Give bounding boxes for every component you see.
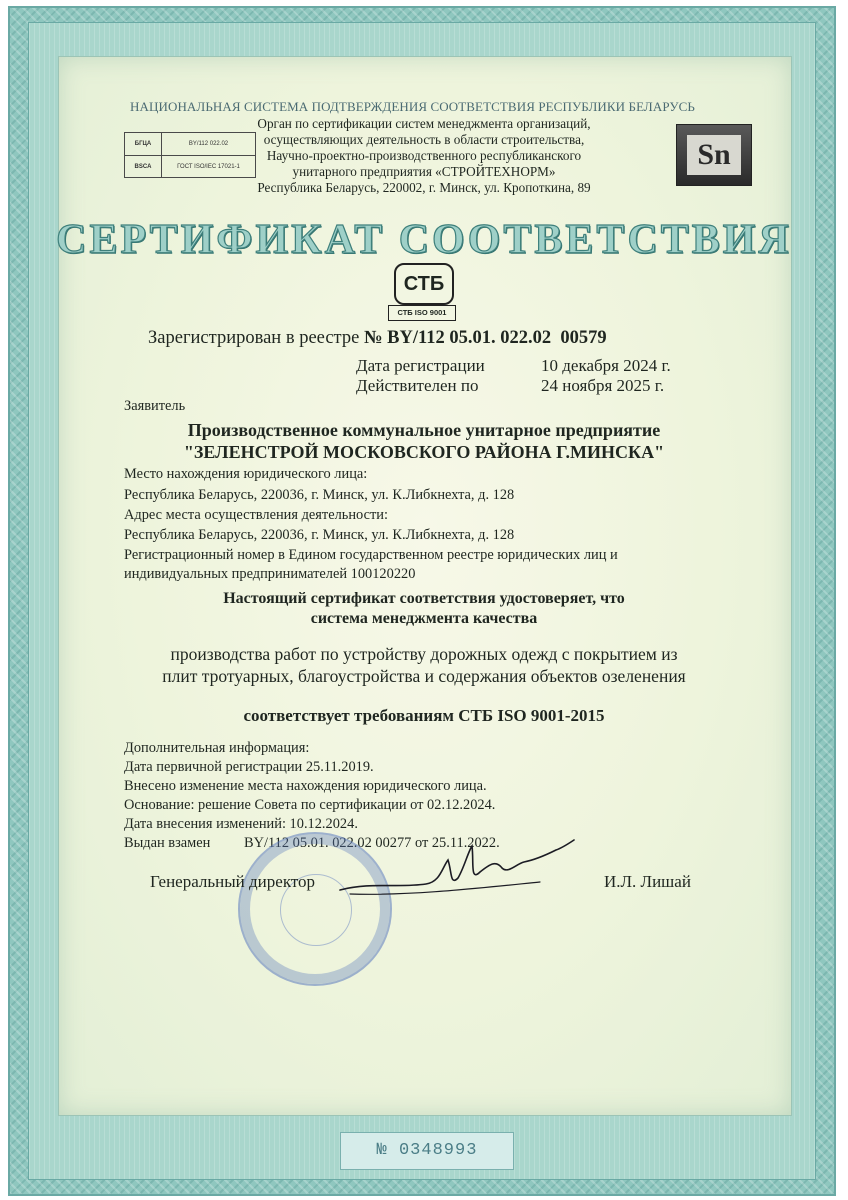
signatory-name: И.Л. Лишай (604, 872, 691, 891)
issued-instead-value: BY/112 05.01. 022.02 00277 от 25.11.2022. (244, 835, 500, 851)
reg-number-text: индивидуальных предпринимателей 100120220 (124, 566, 416, 582)
certificate-serial-number: № 0348993 (340, 1132, 514, 1170)
statement-text: система менеджмента качества (310, 610, 538, 627)
stb-iso-logo (388, 263, 456, 319)
certification-body-logo-mark: Sn (687, 135, 741, 175)
org-line: осуществляющих деятельность в области строительства, (263, 132, 585, 147)
applicant-label: Заявитель (124, 398, 186, 414)
accreditation-mark-label: BSCA (125, 155, 162, 178)
accreditation-mark-label: БГЦА (125, 133, 162, 155)
certificate-paper (58, 56, 792, 1116)
system-title: НАЦИОНАЛЬНАЯ СИСТЕМА ПОДТВЕРЖДЕНИЯ СООТВЕТСТВИЯ РЕСПУБЛИКИ БЕЛАРУСЬ (130, 99, 695, 114)
additional-info-line: Дополнительная информация: (124, 740, 310, 756)
statement-text: Настоящий сертификат соответствия удостоверяет, что (223, 590, 625, 607)
issued-instead-label: Выдан взамен (124, 835, 211, 851)
certificate-title: СЕРТИФИКАТ СООТВЕТСТВИЯ (56, 217, 792, 263)
additional-info-line: Внесено изменение места нахождения юридического лица. (124, 778, 487, 794)
additional-info-line: Дата первичной регистрации 25.11.2019. (124, 759, 374, 775)
location-label: Место нахождения юридического лица: (124, 466, 368, 482)
conformity-statement: соответствует требованиям СТБ ISO 9001-2015 (243, 706, 605, 725)
scope-text: плит тротуарных, благоустройства и содержания объектов озеленения (162, 666, 686, 686)
registry-line (148, 328, 607, 349)
additional-info-line: Дата внесения изменений: 10.12.2024. (124, 816, 358, 832)
registry-number: № BY/112 05.01. 022.02 00579 (363, 328, 607, 348)
org-line: Орган по сертификации систем менеджмента организаций, (257, 116, 591, 131)
registration-date-label: Дата регистрации (356, 356, 485, 375)
location-value: Республика Беларусь, 220036, г. Минск, ул. К.Либкнехта, д. 128 (124, 487, 515, 503)
applicant-name: Производственное коммунальное унитарное предприятие (187, 420, 661, 440)
org-line: Научно-проектно-производственного республиканского (266, 148, 582, 163)
accreditation-mark-number: BY/112 022.02 (188, 141, 229, 147)
accreditation-mark-standard: ГОСТ ISO/IEC 17021-1 (162, 155, 255, 178)
registered-label: Зарегистрирован в реестре (148, 328, 360, 348)
additional-info-line: Основание: решение Совета по сертификации от 02.12.2024. (124, 797, 496, 813)
stb-logo-caption: СТБ ISO 9001 (388, 305, 456, 321)
activity-address-label: Адрес места осуществления деятельности: (124, 507, 388, 523)
org-line: Республика Беларусь, 220002, г. Минск, ул. Кропоткина, 89 (257, 180, 591, 195)
activity-address-value: Республика Беларусь, 220036, г. Минск, ул. К.Либкнехта, д. 128 (124, 527, 515, 543)
accreditation-mark (124, 132, 256, 178)
registration-date: 10 декабря 2024 г. (541, 356, 671, 375)
valid-until-date: 24 ноября 2025 г. (541, 376, 665, 395)
org-line: унитарного предприятия «СТРОЙТЕХНОРМ» (292, 164, 556, 179)
director-signature (330, 838, 590, 908)
stb-emblem: СТБ (394, 263, 454, 305)
signatory-position: Генеральный директор (150, 872, 316, 891)
reg-number-text: Регистрационный номер в Едином государственном реестре юридических лиц и (124, 547, 618, 563)
applicant-name: "ЗЕЛЕНСТРОЙ МОСКОВСКОГО РАЙОНА Г.МИНСКА" (183, 442, 665, 462)
scope-text: производства работ по устройству дорожных одежд с покрытием из (170, 644, 678, 664)
valid-until-label: Действителен по (356, 376, 479, 395)
certification-body-logo (676, 124, 752, 186)
